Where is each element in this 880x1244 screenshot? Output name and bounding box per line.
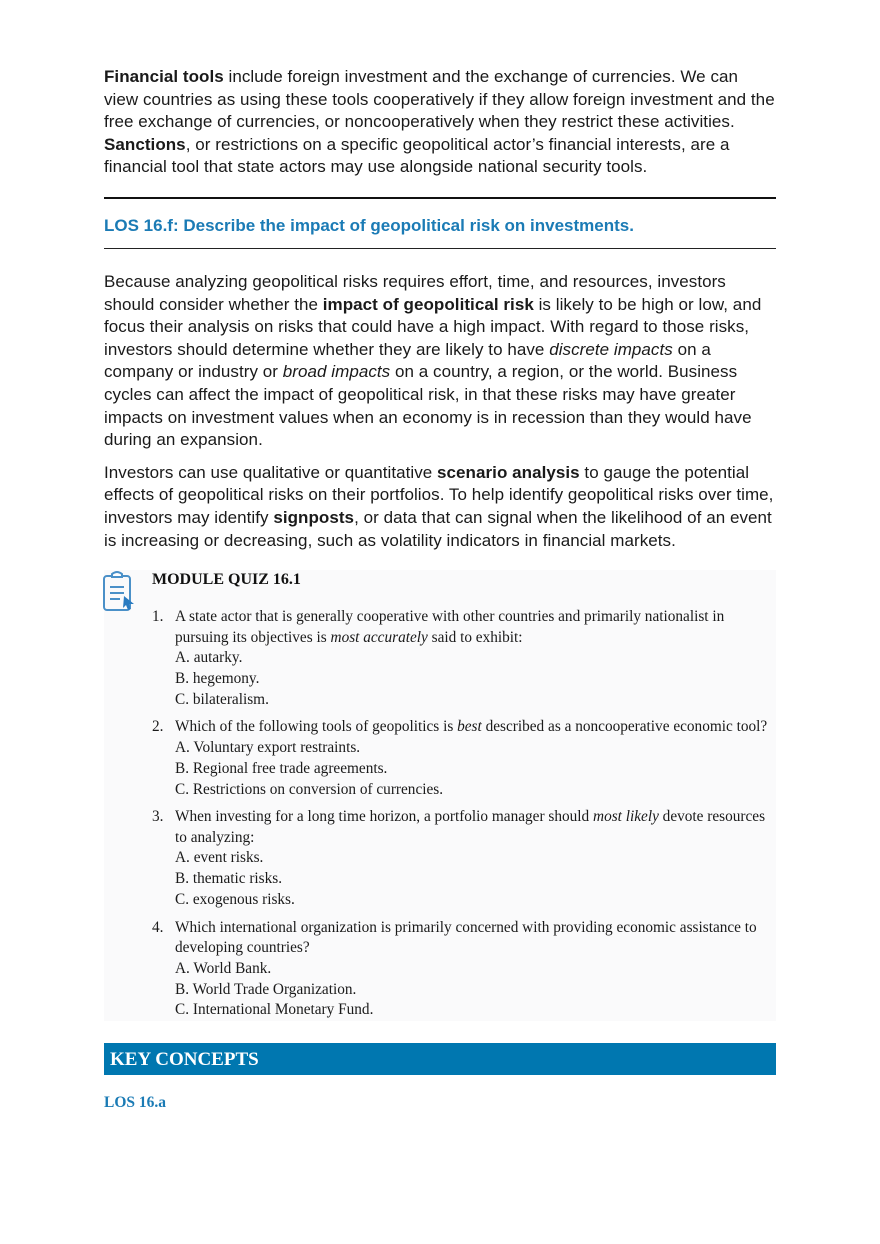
text: to gauge the potential effects of geopolitical risks on their portfolios. To help identify geopolitical risks over time, investors may identify — [104, 462, 774, 527]
answer-option: B. Regional free trade agreements. — [175, 759, 388, 777]
answer-option: A. World Bank. — [175, 959, 272, 977]
key-concepts-banner: KEY CONCEPTS — [104, 1043, 776, 1075]
answer-option: B. thematic risks. — [175, 870, 283, 888]
term-scenario: scenario analysis — [437, 462, 580, 482]
term-sanctions: Sanctions — [104, 134, 186, 154]
question-number: 1. — [152, 608, 164, 626]
answer-option: C. International Monetary Fund. — [175, 1001, 374, 1019]
text: , or restrictions on a specific geopolitical actor’s financial interests, are a financial tool that state actors may use alongside national security tools. — [104, 134, 730, 177]
text: Which international organization is primarily concerned with providing economic assistance to developing countries? — [175, 918, 757, 957]
text: on a country, a region, or the world. Business cycles can affect the impact of geopolitical risk, in that these risks may have greater impacts on investment values when an economy is in recession than they would have during an expansion. — [104, 362, 752, 450]
clipboard-quiz-icon — [102, 570, 136, 612]
quiz-question — [152, 807, 776, 910]
emphasis: most accurately — [330, 628, 428, 646]
answer-option: A. Voluntary export restraints. — [175, 738, 361, 756]
quiz-question — [152, 607, 776, 710]
text: devote resources to analyzing: — [175, 808, 766, 846]
quiz-questions — [152, 607, 776, 1021]
question-text — [175, 607, 775, 648]
text: A state actor that is generally cooperative with other countries and primarily nationalist in pursuing its objectives is — [175, 608, 725, 646]
answer-option: B. hegemony. — [175, 669, 260, 687]
term-discrete: discrete impacts — [549, 339, 673, 359]
text: Investors can use qualitative or quantitative — [104, 462, 438, 482]
scenario-paragraph — [104, 462, 776, 552]
answer-option: C. exogenous risks. — [175, 890, 295, 908]
text: Which of the following tools of geopolitics is — [175, 718, 458, 736]
question-text — [175, 918, 775, 959]
quiz-question — [152, 717, 776, 800]
emphasis: best — [457, 718, 482, 736]
answer-option: A. event risks. — [175, 849, 264, 867]
text: is likely to be high or low, and focus their analysis on risks that could have a high impact. With regard to those risks, investors should determine whether they are likely to have — [104, 294, 762, 359]
impact-paragraph — [104, 271, 776, 452]
text: Because analyzing geopolitical risks requires effort, time, and resources, investors should consider whether the — [104, 271, 726, 314]
text: described as a noncooperative economic tool? — [481, 718, 768, 736]
divider-thin — [104, 248, 776, 249]
text: , or data that can signal when the likelihood of an event is increasing or decreasing, such as volatility indicators in financial markets. — [104, 507, 772, 550]
text: on a company or industry or — [104, 339, 711, 382]
los-16a-heading: LOS 16.a — [104, 1094, 167, 1112]
text: When investing for a long time horizon, a portfolio manager should — [175, 808, 594, 826]
question-number: 2. — [152, 718, 164, 736]
text: said to exhibit: — [427, 628, 523, 646]
document-page — [104, 66, 776, 1112]
question-text — [175, 807, 775, 848]
question-number: 3. — [152, 808, 164, 826]
emphasis: most likely — [593, 808, 659, 826]
answer-option: C. bilateralism. — [175, 690, 269, 708]
text: include foreign investment and the exchange of currencies. We can view countries as using these tools cooperatively if they allow foreign investment and the free exchange of currencies, or noncooperatively when they restrict these activities. — [104, 67, 775, 132]
answer-option: B. World Trade Organization. — [175, 980, 357, 998]
term-broad: broad impacts — [282, 362, 391, 382]
answer-option: A. autarky. — [175, 649, 243, 667]
financial-tools-paragraph — [104, 66, 776, 179]
question-text — [175, 717, 775, 738]
quiz-question — [152, 918, 776, 1021]
question-number: 4. — [152, 918, 164, 936]
quiz-title: MODULE QUIZ 16.1 — [152, 571, 301, 589]
module-quiz — [104, 570, 776, 1021]
los-heading: LOS 16.f: Describe the impact of geopolitical risk on investments. — [104, 215, 634, 235]
term-signposts: signposts — [273, 507, 355, 527]
answer-option: C. Restrictions on conversion of currencies. — [175, 780, 444, 798]
term-financial-tools: Financial tools — [104, 67, 224, 86]
term-impact: impact of geopolitical risk — [322, 294, 534, 314]
